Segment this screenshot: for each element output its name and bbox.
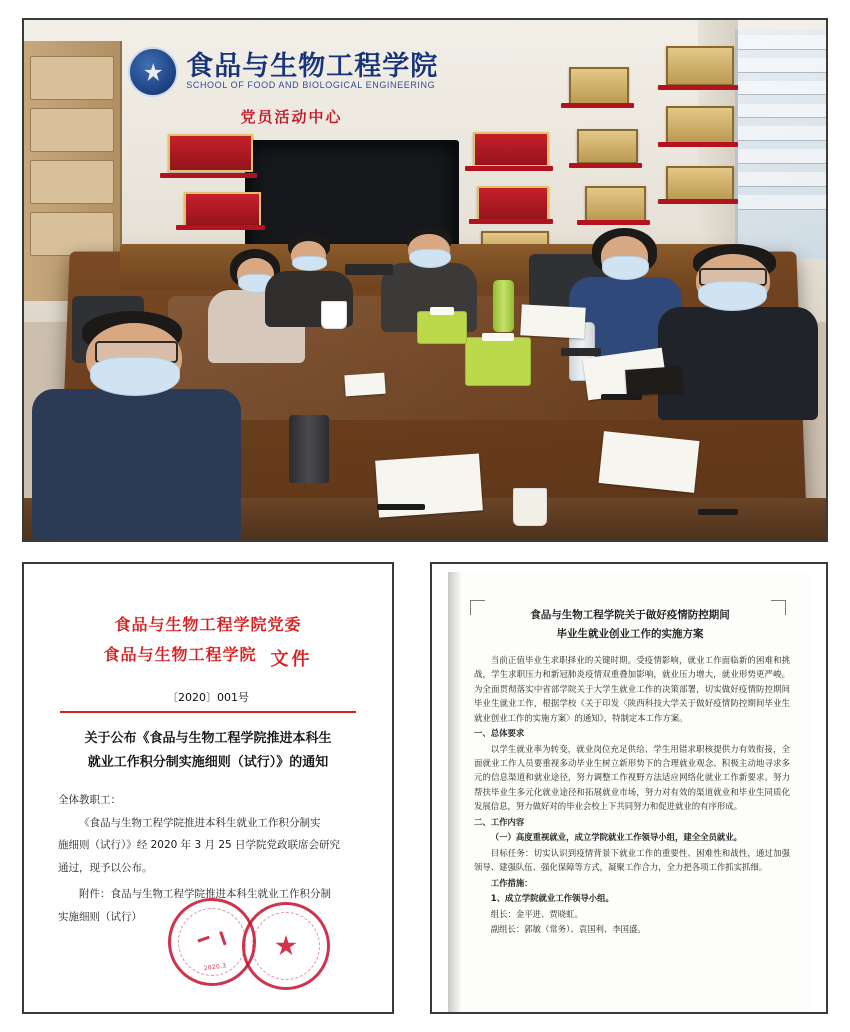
school-name-en: SCHOOL OF FOOD AND BIOLOGICAL ENGINEERING (186, 80, 436, 91)
wall-shelf (658, 85, 738, 90)
wall-plaque (168, 134, 252, 172)
plan-page (448, 572, 812, 1012)
cabinet-drawer (30, 56, 115, 100)
banner-text (186, 53, 438, 91)
crop-mark (771, 600, 786, 615)
notice-title-line1: 关于公布《食品与生物工程学院推进本科生 (84, 730, 332, 746)
photo-canvas (24, 20, 826, 540)
wall-shelf (658, 142, 738, 147)
document-paper (344, 372, 385, 396)
thermos-cup (289, 415, 329, 483)
window-blind (738, 58, 826, 73)
face-mask (292, 256, 328, 271)
window-blind (738, 35, 826, 50)
red-star-stamp (242, 902, 330, 990)
window-blind (738, 104, 826, 119)
wall-shelf (577, 220, 649, 225)
document-word: 文件 (270, 648, 313, 670)
pen (377, 504, 425, 510)
tissue-box (465, 337, 531, 386)
plan-para-7: 1、成立学院就业工作领导小组。 (490, 893, 614, 904)
person-torso (32, 389, 241, 540)
wall-banner (128, 30, 529, 113)
plan-body (474, 653, 790, 937)
notice-para-3: 通过，现予以公布。 (58, 861, 153, 874)
plan-para-9: 副组长：郭敏（常务）、袁国利、李国盛。 (490, 924, 646, 934)
window-blind (738, 149, 826, 164)
issuing-college-row (34, 640, 382, 670)
plan-para-0: 当前正值毕业生求职择业的关键时期。受疫情影响，就业工作面临新的困难和挑战，学生求职压力和新冠肺炎疫情双重叠加影响，就业压力增大，就业形势更严峻。为全面贯彻落实中省部学院关于大学生就业工作的决策部署，切实做好疫情防控期间毕业生就业工作，根据学校《关于印发〈陕西科技大学关于做好疫情防控期间毕业生就业创业工作的实施方案〉的通知》，特制定本工作方案。 (474, 654, 790, 723)
school-name-cn: 食品与生物工程学院 (186, 51, 439, 83)
wall-shelf (469, 219, 553, 224)
cabinet-drawer (30, 108, 115, 152)
wall-shelf (658, 199, 738, 204)
official-notice-document (22, 562, 394, 1014)
face-mask (602, 256, 649, 280)
plan-para-4: （一）高度重视就业，成立学院就业工作领导小组，建全全员就业。 (490, 832, 743, 843)
wall-plaque (184, 192, 260, 227)
plan-para-6: 工作措施： (490, 877, 533, 888)
window-blind (738, 126, 826, 141)
wall-shelf (160, 173, 256, 178)
cabinet-drawer (30, 212, 115, 256)
person-torso (658, 307, 818, 420)
plan-para-8: 组长：金平进、贾晓虹。 (490, 908, 583, 919)
issuing-party-committee: 食品与生物工程学院党委 (114, 615, 302, 634)
person-right-man (658, 244, 818, 421)
paper-cup (321, 301, 347, 329)
tissue-box (417, 311, 467, 344)
wall-shelf (176, 225, 264, 230)
window-blind (738, 81, 826, 96)
right-window (735, 30, 826, 259)
wall-plaque (473, 132, 549, 167)
meeting-photo (22, 18, 828, 542)
green-bottle (493, 280, 514, 332)
document-paper (520, 304, 586, 339)
microphone (345, 264, 393, 274)
official-stamps (168, 894, 348, 986)
issuing-college: 食品与生物工程学院 (103, 645, 257, 665)
notice-header (34, 610, 382, 671)
notice-title (34, 727, 382, 776)
face-mask (698, 281, 767, 311)
face-mask (90, 357, 180, 396)
document-number: 〔2020〕001号 (167, 690, 249, 704)
notice-salutation: 全体教职工： (58, 794, 121, 807)
wall-shelf (465, 166, 553, 171)
notebook (625, 366, 683, 396)
wall-plaque (477, 186, 549, 221)
plan-title (474, 606, 786, 645)
wall-plaque (666, 166, 734, 201)
notice-title-line2: 就业工作积分制实施细则（试行）》的通知 (87, 755, 329, 771)
notice-para-1: 《食品与生物工程学院推进本科生就业工作积分制实 (79, 816, 321, 829)
microphone (561, 348, 601, 356)
red-divider (60, 711, 356, 713)
wall-plaque (577, 129, 637, 164)
wall-shelf (569, 163, 641, 168)
window-blind (738, 195, 826, 210)
pen (698, 509, 738, 515)
wall-plaque (666, 46, 734, 86)
crop-mark (470, 600, 485, 615)
window-blind (738, 172, 826, 187)
plan-title-line1: 食品与生物工程学院关于做好疫情防控期间 (530, 609, 730, 621)
notice-attachment-1: 附件：食品与生物工程学院推进本科生就业工作积分制 (79, 888, 331, 901)
notice-page (34, 574, 382, 1002)
notice-attachment-2: 实施细则（试行） (58, 910, 142, 923)
person-left-front (32, 311, 241, 540)
stamp-date: 2020.3 (203, 962, 227, 973)
plan-para-5: 目标任务：切实认识到疫情背景下就业工作的重要性、困难性和战性，通过加强领导、建强队伍、强化保障等方式，凝聚工作合力，全力把各项工作抓实抓细。 (474, 847, 790, 873)
plan-title-line2: 毕业生就业创业工作的实施方案 (556, 628, 704, 641)
wall-plaque (569, 67, 629, 105)
plan-para-1: 一、总体要求 (474, 728, 525, 739)
plan-para-3: 二、工作内容 (474, 816, 525, 827)
paper-cup (513, 488, 547, 526)
plan-para-2: 以学生就业率为转变，就业岗位充足供给、学生用错求职核提供力有效衔接，全面就业工作人员要重视多动毕业生树立新形势下的合理就业观念、积极主动地寻求多元的信息渠道和就业途径，努力调整工作视野方法适应网络化就业工作新要求。努力帮扶毕业生多元化就业途径和拓展就业市场，努力对有效的渠道就业和毕业生同质化发展信息，努力做好对的毕业会校上下共同努力和促进就业的有序形成。 (474, 743, 790, 812)
document-paper (599, 431, 700, 493)
wall-shelf (561, 103, 633, 108)
room-banner-text: 党员活动中心 (240, 107, 343, 126)
school-emblem-icon (128, 47, 178, 97)
notice-para-2: 施细则（试行）》经 2020 年 3 月 25 日学院党政联席会研究 (58, 839, 341, 852)
wall-plaque (666, 106, 734, 144)
pen (601, 394, 641, 399)
cabinet-drawer (30, 160, 115, 204)
implementation-plan-document (430, 562, 828, 1014)
wall-plaque (585, 186, 645, 221)
page-shadow (448, 572, 462, 1012)
